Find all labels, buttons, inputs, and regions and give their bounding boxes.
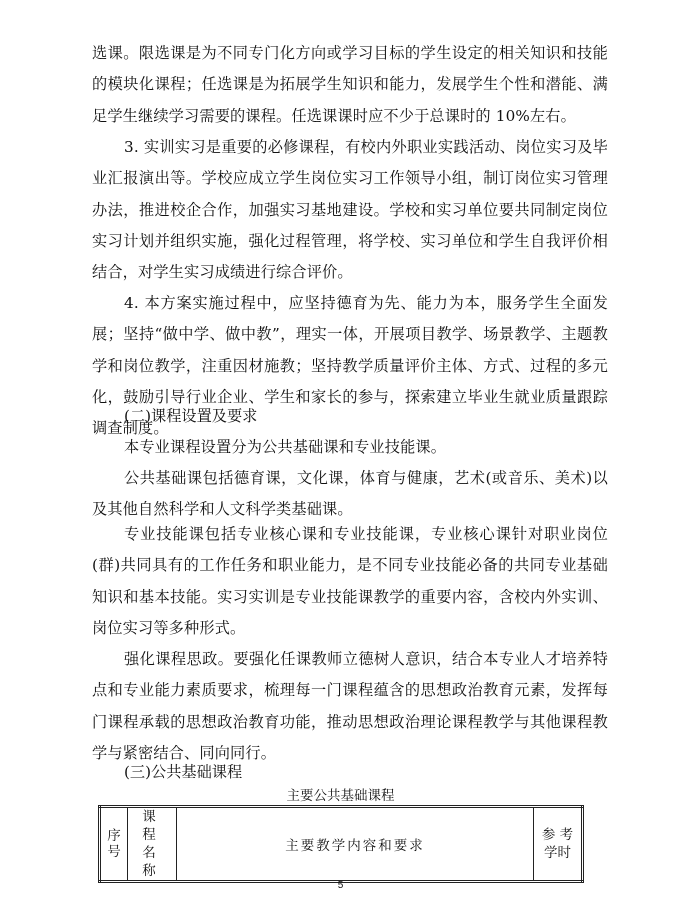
section-heading-public-courses: (三)公共基础课程 bbox=[124, 763, 243, 781]
paragraph-elective-courses: 选课。限选课是为不同专门化方向或学习目标的学生设定的相关知识和技能的模块化课程；任选课是为拓展学生知识和能力，发展学生个性和潜能、满足学生继续学习需要的课程。任选课课时应不少于总课时的 10%左右。 bbox=[92, 44, 608, 125]
header-content: 主要教学内容和要求 bbox=[177, 807, 534, 882]
paragraph-professional-courses: 专业技能课包括专业核心课和专业技能课，专业核心课针对职业岗位(群)共同具有的工作任务和职业能力，是不同专业技能必备的共同专业基础知识和基本技能。实习实训是专业技能课教学的重要内容，含校内外实训、岗位实习等多种形式。 bbox=[92, 525, 608, 637]
paragraph-ideological-education: 强化课程思政。要强化任课教师立德树人意识，结合本专业人才培养特点和专业能力素质要求，梳理每一门课程蕴含的思想政治教育元素，发挥每门课程承载的思想政治教育功能，推动思想政治理论课程教学与其他课程教学与紧密结合、同向同行。 bbox=[92, 650, 608, 762]
paragraph-internship: 3. 实训实习是重要的必修课程，有校内外职业实践活动、岗位实习及毕业汇报演出等。学校应成立学生岗位实习工作领导小组，制订岗位实习管理办法，推进校企合作，加强实习基地建设。学校和实习单位要共同制定岗位实习计划并组织实施，强化过程管理，将学校、实习单位和学生自我评价相结合，对学生实习成绩进行综合评价。 bbox=[92, 138, 608, 282]
header-hours: 参 考 学时 bbox=[534, 807, 583, 882]
table-header-row bbox=[100, 807, 583, 882]
paragraph-public-courses: 公共基础课包括德育课，文化课，体育与健康，艺术(或音乐、美术)以及其他自然科学和人文科学类基础课。 bbox=[92, 469, 608, 519]
header-index: 序号 bbox=[100, 807, 128, 882]
page-number: 5 bbox=[337, 880, 344, 891]
paragraph-implementation: 4. 本方案实施过程中，应坚持德育为先、能力为本，服务学生全面发展；坚持“做中学、做中教”，理实一体，开展项目教学、场景教学、主题教学和岗位教学，注重因材施教；坚持教学质量评价主体、方式、过程的多元化，鼓励引导行业企业、学生和家长的参与，探索建立毕业生就业质量跟踪调查制度。 bbox=[92, 294, 608, 438]
paragraph-course-structure: 本专业课程设置分为公共基础课和专业技能课。 bbox=[124, 438, 447, 456]
header-course-name: 课 程 名 称 bbox=[128, 807, 177, 882]
section-heading-curriculum: (二)课程设置及要求 bbox=[124, 407, 258, 425]
table-title: 主要公共基础课程 bbox=[286, 788, 395, 804]
course-table bbox=[98, 805, 584, 883]
